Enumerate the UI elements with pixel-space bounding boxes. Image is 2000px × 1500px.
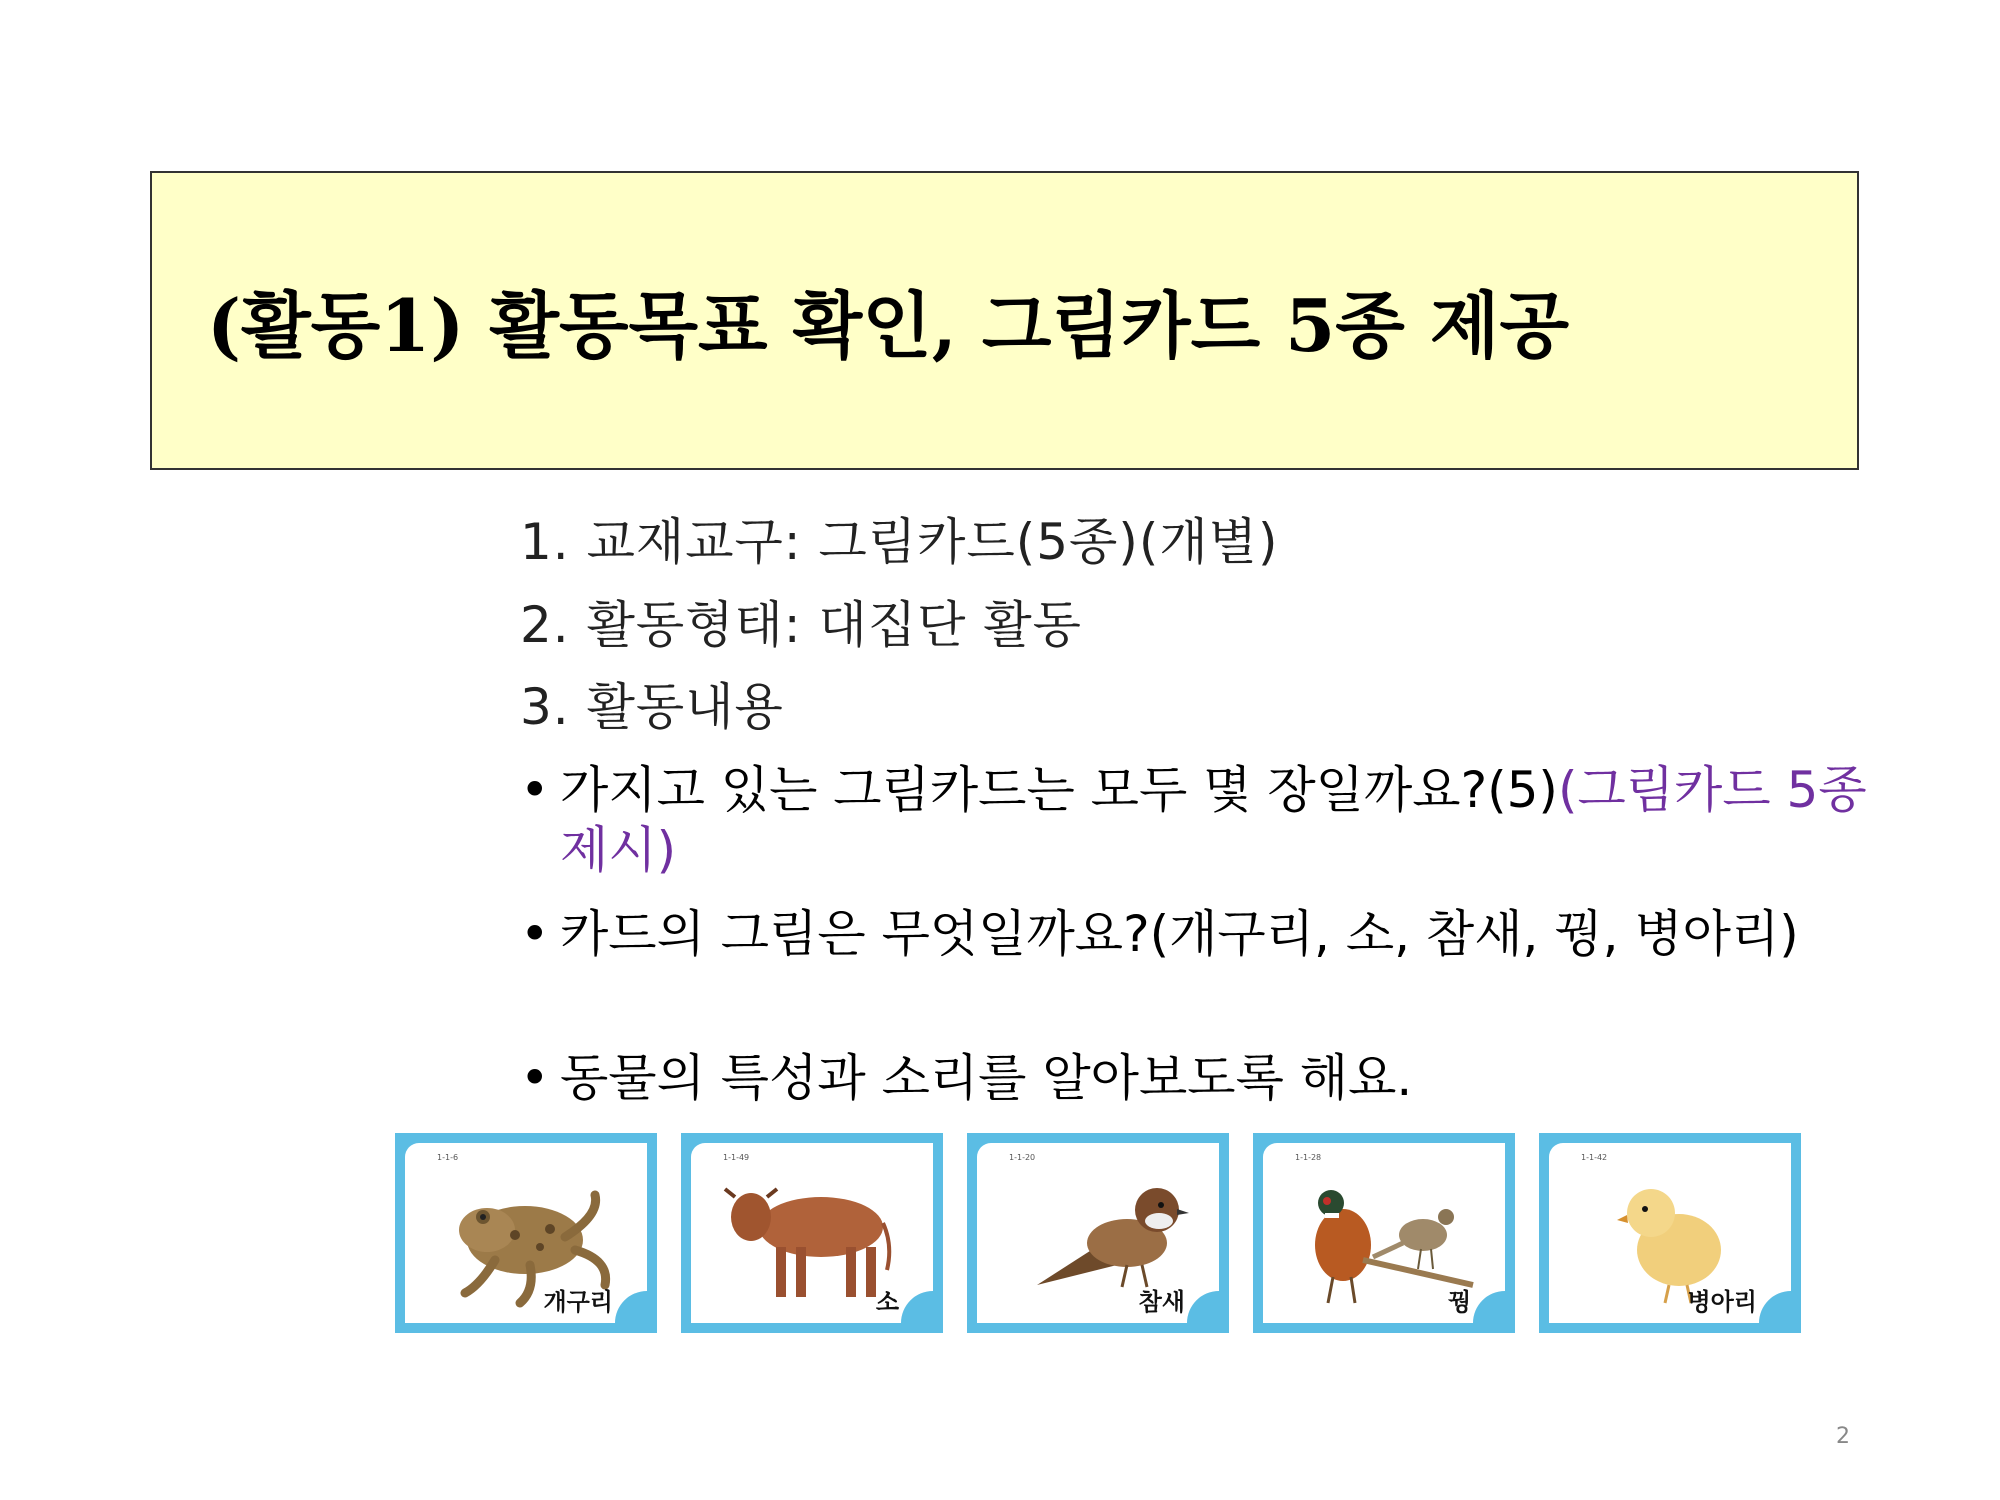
bullet-dot: • — [520, 905, 550, 963]
bullet-text: 가지고 있는 그림카드는 모두 몇 장일까요?(5)(그림카드 5종 제시) — [560, 761, 1867, 879]
slide-title: (활동1) 활동목표 확인, 그림카드 5종 제공 — [207, 283, 1570, 368]
bullet-card-count — [520, 760, 1880, 880]
bullet-dot: • — [520, 761, 550, 819]
card-label: 개구리 — [543, 1288, 613, 1316]
card-label: 병아리 — [1687, 1288, 1757, 1316]
card-chick — [1539, 1133, 1801, 1333]
bullet-card-pictures — [520, 904, 1880, 964]
card-pheasant — [1253, 1133, 1515, 1333]
title-box — [150, 171, 1859, 470]
item-materials: 1. 교재교구: 그림카드(5종)(개별) — [520, 513, 1279, 571]
card-label: 꿩 — [1447, 1288, 1471, 1316]
card-code: 1-1-6 — [437, 1153, 459, 1162]
card-frog — [395, 1133, 657, 1333]
card-sparrow — [967, 1133, 1229, 1333]
item-activity-type: 2. 활동형태: 대집단 활동 — [520, 596, 1082, 654]
page-number: 2 — [1836, 1424, 1850, 1449]
card-label: 소 — [875, 1288, 899, 1316]
card-code: 1-1-42 — [1581, 1153, 1608, 1162]
card-label: 참새 — [1138, 1288, 1185, 1316]
card-code: 1-1-49 — [723, 1153, 750, 1162]
bullet-text: 동물의 특성과 소리를 알아보도록 해요. — [560, 1049, 1413, 1107]
bullet-highlight: (그림카드 5종 제시) — [560, 761, 1867, 879]
picture-cards — [395, 1133, 1815, 1343]
card-code: 1-1-20 — [1009, 1153, 1036, 1162]
bullet-text: 카드의 그림은 무엇일까요?(개구리, 소, 참새, 꿩, 병아리) — [560, 905, 1799, 963]
bullet-dot: • — [520, 1049, 550, 1107]
card-cow — [681, 1133, 943, 1333]
card-code: 1-1-28 — [1295, 1153, 1322, 1162]
bullet-animal-sounds — [520, 1048, 1880, 1108]
item-activity-content: 3. 활동내용 — [520, 678, 784, 736]
